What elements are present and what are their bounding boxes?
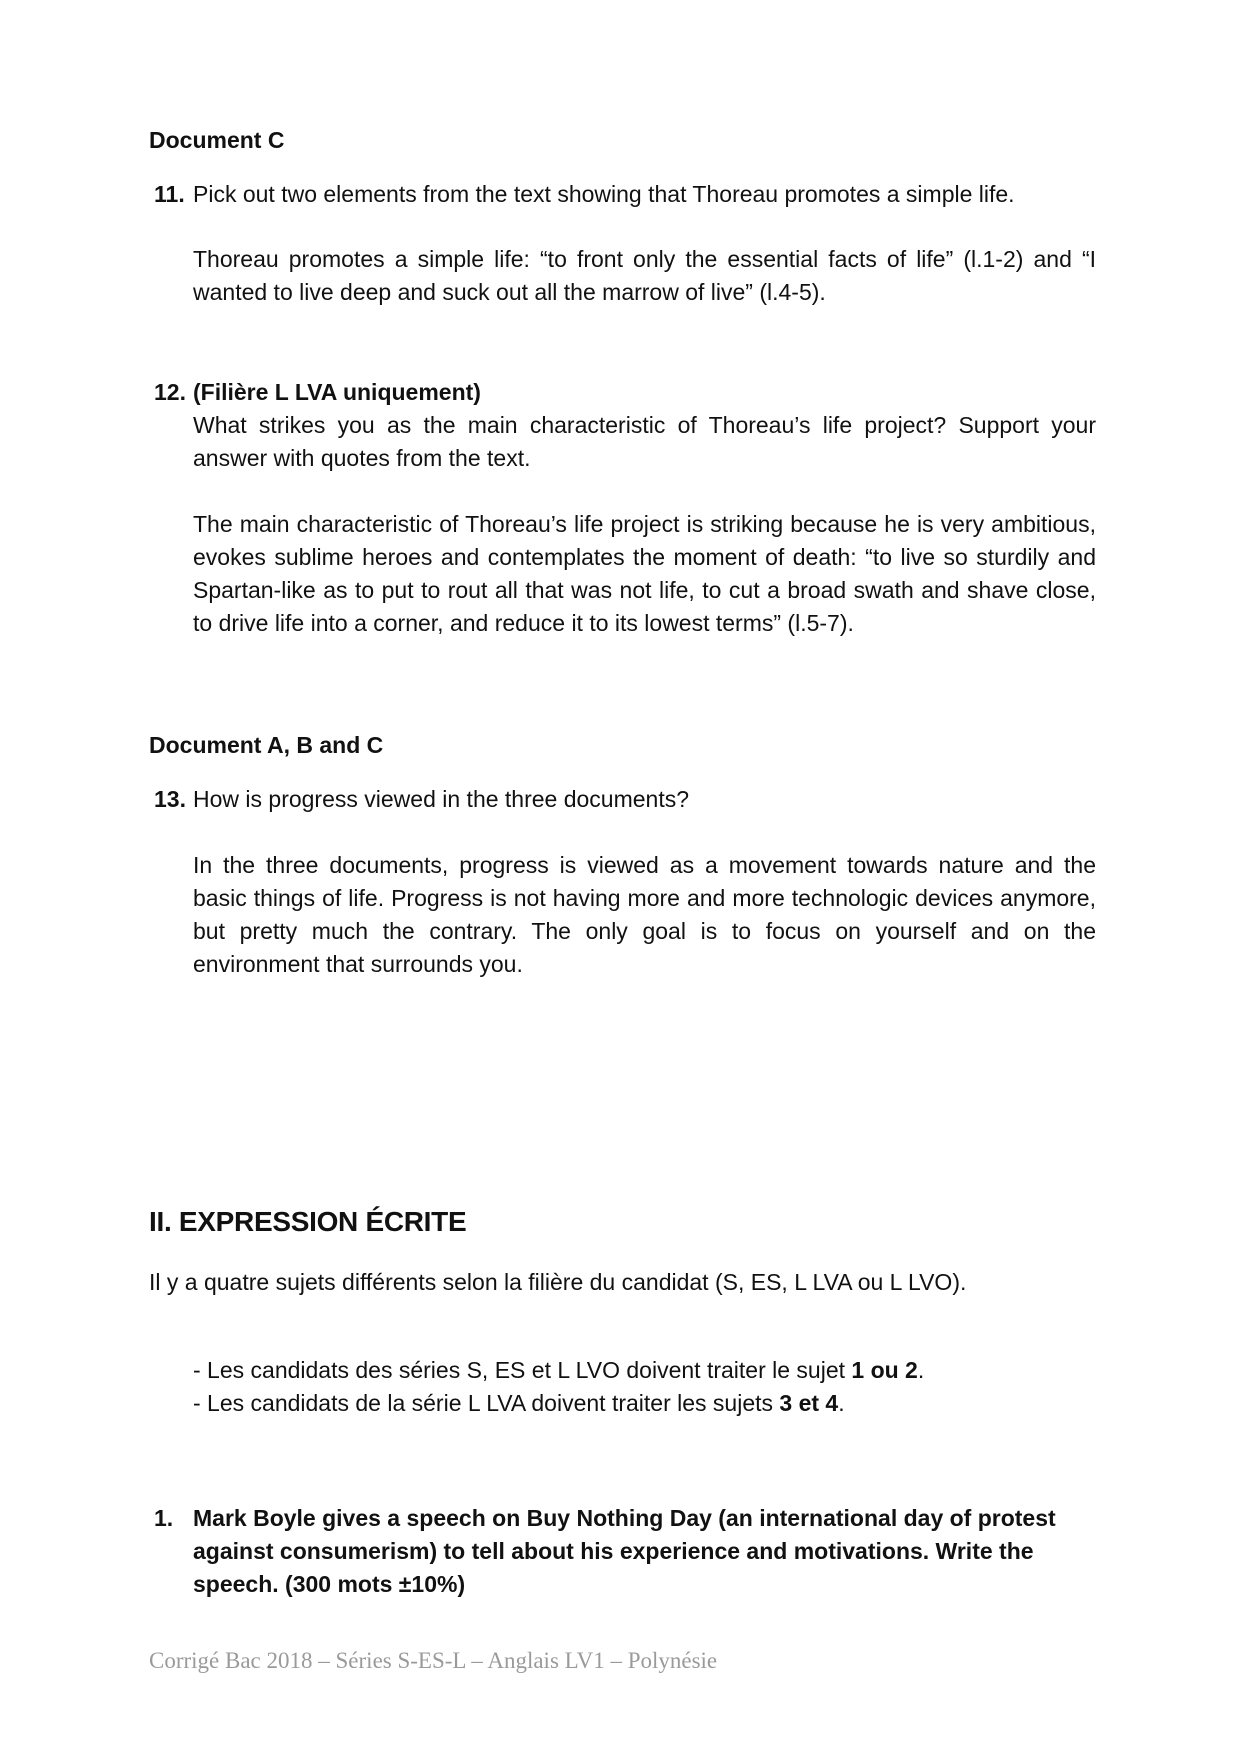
expression-rule-1-prefix: - Les candidats des séries S, ES et L LVO doivent traiter le sujet xyxy=(193,1357,852,1383)
expression-rule-1 xyxy=(193,1354,1096,1387)
question-11-text: Pick out two elements from the text showing that Thoreau promotes a simple life. xyxy=(193,181,1015,207)
question-13-text: How is progress viewed in the three documents? xyxy=(193,786,690,812)
question-12-label: (Filière L LVA uniquement) xyxy=(193,379,481,405)
answer-12: The main characteristic of Thoreau’s life project is striking because he is very ambitious, evokes sublime heroes and contemplates the moment of death: “to live so sturdily and Spartan-like as to put to rout all that was not life, to cut a broad swath and shave close, to drive life into a corner, and reduce it to its lowest terms” (l.5-7). xyxy=(193,511,1096,636)
expression-rule-1-subjects: 1 ou 2 xyxy=(851,1357,918,1383)
question-number-11: 11. xyxy=(154,181,185,207)
section-title-expression-ecrite: II. EXPRESSION ÉCRITE xyxy=(149,1206,467,1237)
question-number-13: 13. xyxy=(154,786,186,812)
page-footer: Corrigé Bac 2018 – Séries S-ES-L – Anglais LV1 – Polynésie xyxy=(149,1648,718,1673)
question-number-12: 12. xyxy=(154,379,186,405)
expression-intro: Il y a quatre sujets différents selon la filière du candidat (S, ES, L LVA ou L LVO). xyxy=(149,1269,967,1295)
section-heading-document-c: Document C xyxy=(149,127,285,153)
expression-rule-2 xyxy=(193,1387,1096,1420)
expression-rule-2-prefix: - Les candidats de la série L LVA doivent traiter les sujets xyxy=(193,1390,780,1416)
expression-rule-2-subjects: 3 et 4 xyxy=(779,1390,839,1416)
subject-1-text: Mark Boyle gives a speech on Buy Nothing Day (an international day of protest against consumerism) to tell about his experience and motivations. Write the speech. (300 mots ±10%) xyxy=(193,1505,1056,1597)
answer-13: In the three documents, progress is viewed as a movement towards nature and the basic things of life. Progress is not having more and more technologic devices anymore, but pretty much the contrary. The only goal is to focus on yourself and on the environment that surrounds you. xyxy=(193,852,1096,977)
subject-number-1: 1. xyxy=(154,1505,174,1531)
section-heading-document-abc: Document A, B and C xyxy=(149,732,384,758)
answer-11: Thoreau promotes a simple life: “to front only the essential facts of life” (l.1-2) and “I wanted to live deep and suck out all the marrow of live” (l.4-5). xyxy=(193,246,1096,305)
expression-rule-2-suffix: . xyxy=(838,1390,845,1416)
question-12-text: What strikes you as the main characteristic of Thoreau’s life project? Support your answer with quotes from the text. xyxy=(193,412,1096,471)
expression-rule-1-suffix: . xyxy=(917,1357,925,1383)
